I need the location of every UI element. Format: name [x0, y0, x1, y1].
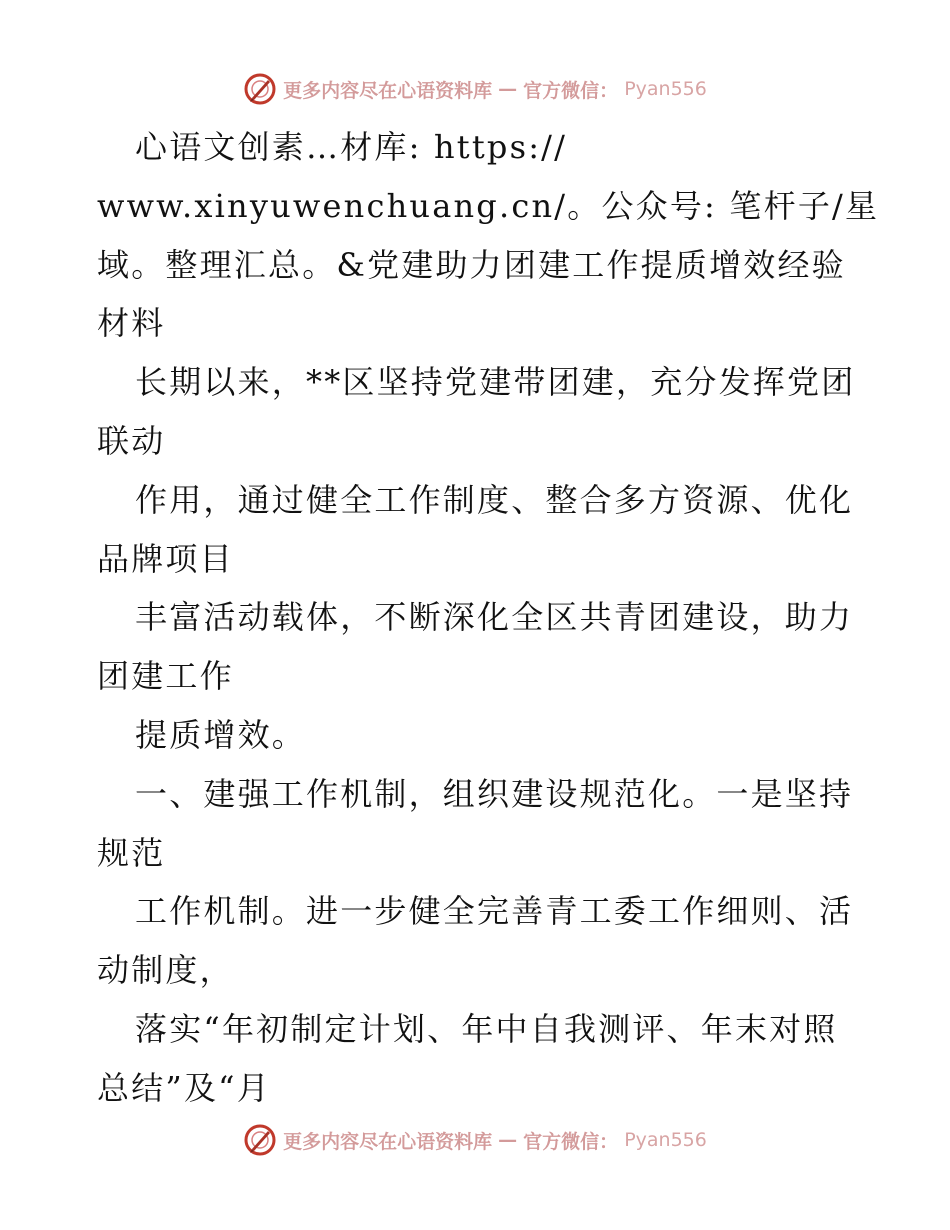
watermark-wechat-id: Pyan556 — [624, 78, 707, 100]
text-line: 总结”及“月 — [97, 1068, 271, 1107]
text-line: 丰富活动载体，不断深化全区共青团建设，助力 — [135, 598, 854, 637]
text-line: www.xinyuwenchuang.cn/。公众号: 笔杆子/星 — [97, 186, 880, 225]
watermark-wechat-label: 官方微信： — [523, 1130, 619, 1153]
text-line: 品牌项目 — [97, 539, 234, 578]
watermark-brand: 更多内容尽在心语资料库 — [283, 79, 493, 102]
text-line: 材料 — [97, 304, 166, 343]
text-line: 作用，通过健全工作制度、整合多方资源、优化 — [135, 480, 854, 519]
text-line: 规范 — [97, 833, 166, 872]
header-watermark — [0, 72, 950, 106]
document-body — [97, 118, 880, 1118]
text-line: 联动 — [97, 421, 166, 460]
text-line: 提质增效。 — [135, 715, 307, 754]
footer-watermark — [0, 1123, 950, 1157]
pen-logo-icon — [243, 1123, 277, 1157]
text-line: 心语文创素…材库: https:// — [135, 128, 568, 166]
watermark-wechat-label: 官方微信： — [523, 79, 619, 102]
watermark-wechat-id: Pyan556 — [624, 1129, 707, 1151]
text-line: 长期以来，**区坚持党建带团建，充分发挥党团 — [135, 363, 856, 402]
watermark-dash: — — [498, 78, 518, 100]
text-line: 工作机制。进一步健全完善青工委工作细则、活 — [135, 892, 854, 931]
text-line: 团建工作 — [97, 657, 234, 696]
watermark-brand: 更多内容尽在心语资料库 — [283, 1130, 493, 1153]
text-line: 一、建强工作机制，组织建设规范化。一是坚持 — [135, 774, 854, 813]
text-line: 动制度， — [97, 951, 234, 990]
watermark-dash: — — [498, 1129, 518, 1151]
pen-logo-icon — [243, 72, 277, 106]
text-line: 域。整理汇总。&党建助力团建工作提质增效经验 — [97, 245, 846, 284]
text-line: 落实“年初制定计划、年中自我测评、年末对照 — [135, 1009, 838, 1048]
